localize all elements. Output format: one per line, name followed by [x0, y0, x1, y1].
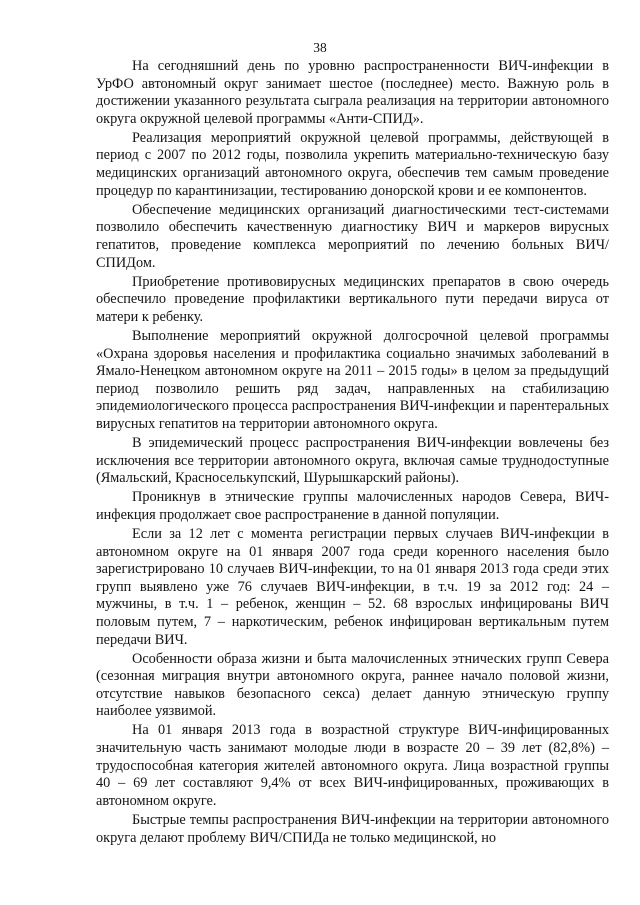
paragraph-6: В эпидемический процесс распространения ВИЧ-инфекции вовлечены без исключения все территории автономного округа, включая самые труднодоступные (Ямальский, Красноселькупский, Шурышкарский районы).: [96, 434, 609, 487]
body-text: [96, 58, 609, 849]
paragraph-8: Если за 12 лет с момента регистрации первых случаев ВИЧ-инфекции в автономном округе на 01 января 2007 года среди коренного населения было зарегистрировано 10 случаев ВИЧ-инфекции, то на 01 января 2013 года среди этих групп выявлено уже 76 случаев ВИЧ-инфекции, в т.ч. 19 за 2012 год: 24 – мужчины, в т.ч. 1 – ребенок, женщин – 52. 68 взрослых инфицированы ВИЧ половым путем, 7 – наркотическим, ребенок инфицирован вертикальным путем передачи ВИЧ.: [96, 525, 609, 648]
paragraph-3: Обеспечение медицинских организаций диагностическими тест-системами позволило обеспечить качественную диагностику ВИЧ и маркеров вирусных гепатитов, проведение комплекса мероприятий по лечению больных ВИЧ/СПИДом.: [96, 201, 609, 271]
paragraph-11: Быстрые темпы распространения ВИЧ-инфекции на территории автономного округа делают проблему ВИЧ/СПИДа не только медицинской, но: [96, 811, 609, 846]
paragraph-4: Приобретение противовирусных медицинских препаратов в свою очередь обеспечило проведение профилактики вертикального пути передачи вируса от матери к ребенку.: [96, 273, 609, 325]
paragraph-2: Реализация мероприятий окружной целевой программы, действующей в период с 2007 по 2012 годы, позволила укрепить материально-техническую базу медицинских организаций автономного округа, обеспечив тем самым проведение процедур по карантинизации, тестированию донорской крови и ее компонентов.: [96, 129, 609, 199]
page-number: 38: [313, 40, 327, 55]
paragraph-7: Проникнув в этнические группы малочисленных народов Севера, ВИЧ-инфекция продолжает свое распространение в данной популяции.: [96, 489, 609, 523]
paragraph-1: На сегодняшний день по уровню распространенности ВИЧ-инфекции в УрФО автономный округ занимает шестое (последнее) место. Важную роль в достижении указанного результата сыграла реализация на территории автономного округа окружной целевой программы «Анти-СПИД».: [96, 58, 609, 127]
paragraph-9: Особенности образа жизни и быта малочисленных этнических групп Севера (сезонная миграция внутри автономного округа, раннее начало половой жизни, отсутствие навыков безопасного секса) делает данную этническую группу наиболее уязвимой.: [96, 650, 609, 720]
paragraph-5: Выполнение мероприятий окружной долгосрочной целевой программы «Охрана здоровья населения и профилактика социально значимых заболеваний в Ямало-Ненецком автономном округе на 2011 – 2015 годы» в целом за предыдущий период позволило решить ряд задач, направленных на стабилизацию эпидемиологического процесса распространения ВИЧ-инфекции и парентеральных вирусных гепатитов на территории автономного округа.: [96, 327, 609, 432]
paragraph-10: На 01 января 2013 года в возрастной структуре ВИЧ-инфицированных значительную часть занимают молодые люди в возрасте 20 – 39 лет (82,8%) – трудоспособная категория жителей автономного округа. Лица возрастной группы 40 – 69 лет составляют 9,4% от всех ВИЧ-инфицированных, проживающих в автономном округе.: [96, 722, 609, 809]
